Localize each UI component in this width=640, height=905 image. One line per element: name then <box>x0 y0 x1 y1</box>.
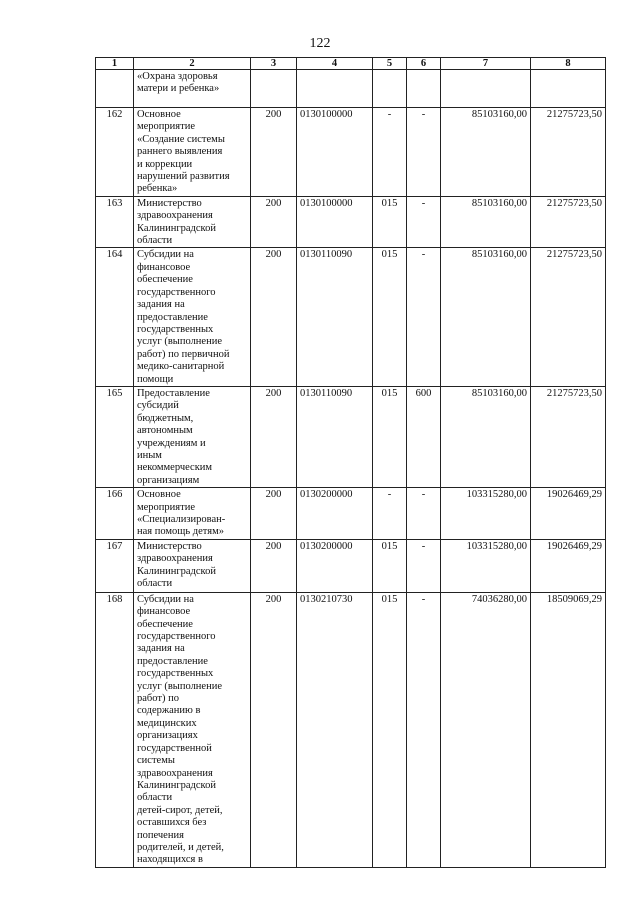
row-col5: 015 <box>373 386 407 487</box>
row-name: Министерство здравоохранения Калининградской области <box>137 197 216 247</box>
column-header-7: 7 <box>441 58 531 70</box>
continuation-row <box>96 70 606 108</box>
table-row <box>96 539 606 592</box>
row-number: 166 <box>96 488 134 540</box>
row-col5: 015 <box>373 248 407 386</box>
row-col3: 200 <box>251 248 297 386</box>
page-number: 122 <box>309 36 331 51</box>
table-row <box>96 108 606 197</box>
row-col8: 19026469,29 <box>531 539 606 592</box>
row-col3: 200 <box>251 108 297 197</box>
header-row <box>96 58 606 70</box>
row-name: Предоставление субсидий бюджетным, автономным учреждениям и иным некоммерческим организациям <box>137 387 213 486</box>
row-col5: 015 <box>373 539 407 592</box>
row-col3: 200 <box>251 488 297 540</box>
table-row <box>96 196 606 248</box>
row-name: Субсидии на финансовое обеспечение государственного задания на предоставление государственных услуг (выполнение работ) по первичной медико-санитарной помощи <box>137 249 230 385</box>
row-col6: 600 <box>407 386 441 487</box>
row-col8: 21275723,50 <box>531 386 606 487</box>
table-row <box>96 488 606 540</box>
row-col7: 85103160,00 <box>441 196 531 248</box>
row-col3: 200 <box>251 196 297 248</box>
row-col6: - <box>407 196 441 248</box>
row-col8: 21275723,50 <box>531 108 606 197</box>
row-col7: 85103160,00 <box>441 386 531 487</box>
row-col5: - <box>373 108 407 197</box>
column-header-6: 6 <box>407 58 441 70</box>
row-col7: 74036280,00 <box>441 592 531 867</box>
row-col4: 0130210730 <box>297 592 373 867</box>
row-col8: 18509069,29 <box>531 592 606 867</box>
row-number: 163 <box>96 196 134 248</box>
row-col8: 21275723,50 <box>531 196 606 248</box>
row-col6: - <box>407 488 441 540</box>
row-col4: 0130110090 <box>297 248 373 386</box>
row-col4: 0130100000 <box>297 196 373 248</box>
column-header-5: 5 <box>373 58 407 70</box>
row-number: 162 <box>96 108 134 197</box>
row-col6: - <box>407 248 441 386</box>
row-col6: - <box>407 592 441 867</box>
row-col8: 19026469,29 <box>531 488 606 540</box>
row-col5: 015 <box>373 592 407 867</box>
row-col7: 103315280,00 <box>441 539 531 592</box>
column-header-2: 2 <box>134 58 251 70</box>
table-row <box>96 248 606 386</box>
row-col5: 015 <box>373 196 407 248</box>
budget-table <box>95 57 606 868</box>
row-col3: 200 <box>251 592 297 867</box>
row-col4: 0130200000 <box>297 539 373 592</box>
row-col7: 103315280,00 <box>441 488 531 540</box>
row-col6: - <box>407 108 441 197</box>
row-number: 165 <box>96 386 134 487</box>
row-col3: 200 <box>251 386 297 487</box>
row-col8: 21275723,50 <box>531 248 606 386</box>
row-number: 168 <box>96 592 134 867</box>
row-name: Основное мероприятие «Специализирован- ная помощь детям» <box>137 489 226 538</box>
row-col4: 0130200000 <box>297 488 373 540</box>
row-col7: 85103160,00 <box>441 108 531 197</box>
table-row <box>96 386 606 487</box>
column-header-8: 8 <box>531 58 606 70</box>
column-header-3: 3 <box>251 58 297 70</box>
row-col6: - <box>407 539 441 592</box>
row-col7: 85103160,00 <box>441 248 531 386</box>
row-col4: 0130110090 <box>297 386 373 487</box>
row-name: Министерство здравоохранения Калининградской области <box>137 540 216 590</box>
column-header-4: 4 <box>297 58 373 70</box>
row-name: Основное мероприятие «Создание системы раннего выявления и коррекции нарушений развития ребенка» <box>137 109 230 195</box>
table-row <box>96 592 606 867</box>
row-col3: 200 <box>251 539 297 592</box>
row-number: 164 <box>96 248 134 386</box>
column-header-1: 1 <box>96 58 134 70</box>
row-col5: - <box>373 488 407 540</box>
row-number: 167 <box>96 539 134 592</box>
continuation-name: «Охрана здоровья матери и ребенка» <box>137 71 220 95</box>
row-col4: 0130100000 <box>297 108 373 197</box>
row-name: Субсидии на финансовое обеспечение государственного задания на предоставление государственных услуг (выполнение работ) по содержанию в медицинских организациях государственной системы здравоохранения Калининградской области детей-сирот, детей, оставшихся без попечения родителей, и детей, находящихся в <box>137 593 224 866</box>
